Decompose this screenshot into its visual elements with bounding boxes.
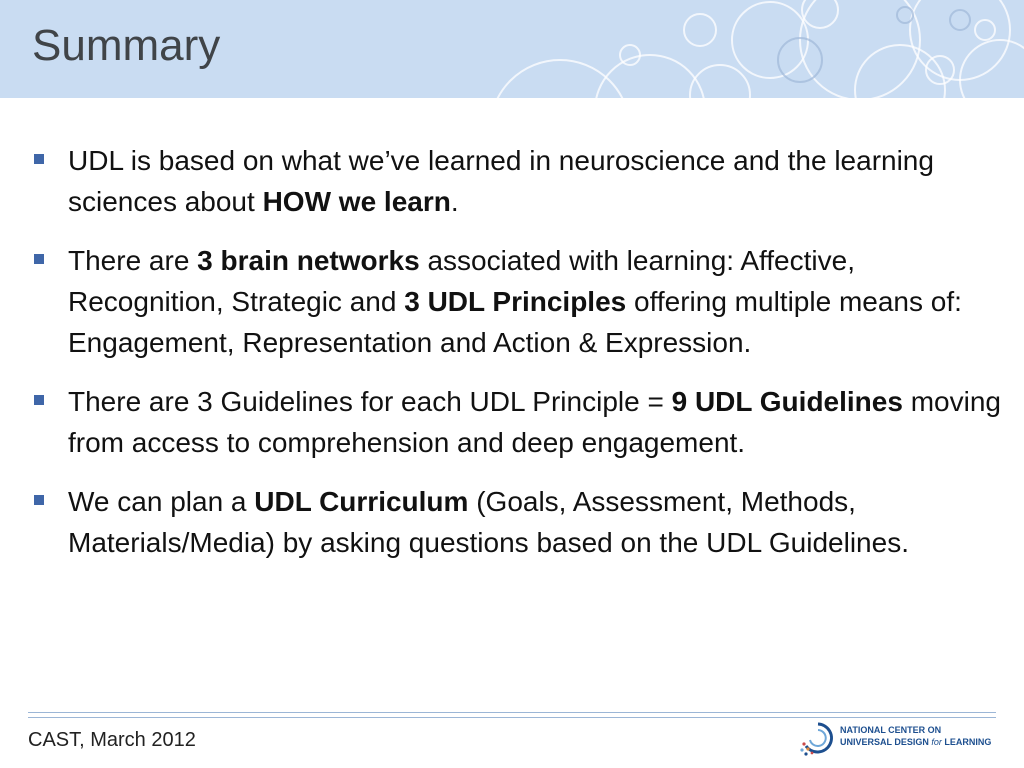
bullet-emphasis: 3 UDL Principles [404, 286, 627, 317]
slide-title: Summary [32, 21, 221, 70]
bullet-text: UDL is based on what we’ve learned in neuroscience and the learning sciences about [68, 145, 934, 217]
logo-line-2b: for [931, 737, 942, 747]
bullet-text: associated with learning: Affective, Recognition, Strategic and [68, 245, 855, 317]
footer-credit: CAST, March 2012 [28, 729, 196, 751]
bullet-list [32, 140, 1002, 581]
bullet-text: moving from access to comprehension and deep engagement. [68, 386, 1001, 458]
bullet-text: offering multiple means of: Engagement, Representation and Action & Expression. [68, 286, 962, 358]
logo-line-2c: LEARNING [941, 737, 992, 747]
bullet-text: . [450, 186, 459, 217]
logo-line-1: NATIONAL CENTER ON [840, 725, 942, 735]
ncudl-logo [798, 718, 998, 758]
bullet-emphasis: UDL Curriculum [254, 486, 469, 517]
bullet-square-icon [34, 154, 44, 164]
logo-line-2 [840, 736, 991, 748]
bullet-item [32, 140, 1002, 222]
bullet-item [32, 240, 1002, 363]
bullet-emphasis: 9 UDL Guidelines [671, 386, 903, 417]
bullet-emphasis: 3 brain networks [197, 245, 420, 276]
bullet-text: (Goals, Assessment, Methods, Materials/Media) by asking questions based on the UDL Guidelines. [68, 486, 909, 558]
ncudl-logo-icon [798, 718, 838, 758]
bullet-emphasis: HOW we learn [262, 186, 451, 217]
bullet-item [32, 481, 1002, 563]
bullet-text: We can plan a [68, 486, 255, 517]
logo-line-2a: UNIVERSAL DESIGN [840, 737, 932, 747]
bullet-text: There are [68, 245, 198, 276]
header-band [0, 0, 1024, 98]
bullet-square-icon [34, 495, 44, 505]
bullet-text: There are 3 Guidelines for each UDL Principle = [68, 386, 672, 417]
bullet-square-icon [34, 395, 44, 405]
ncudl-logo-text [840, 724, 991, 748]
bullet-item [32, 381, 1002, 463]
bullet-square-icon [34, 254, 44, 264]
